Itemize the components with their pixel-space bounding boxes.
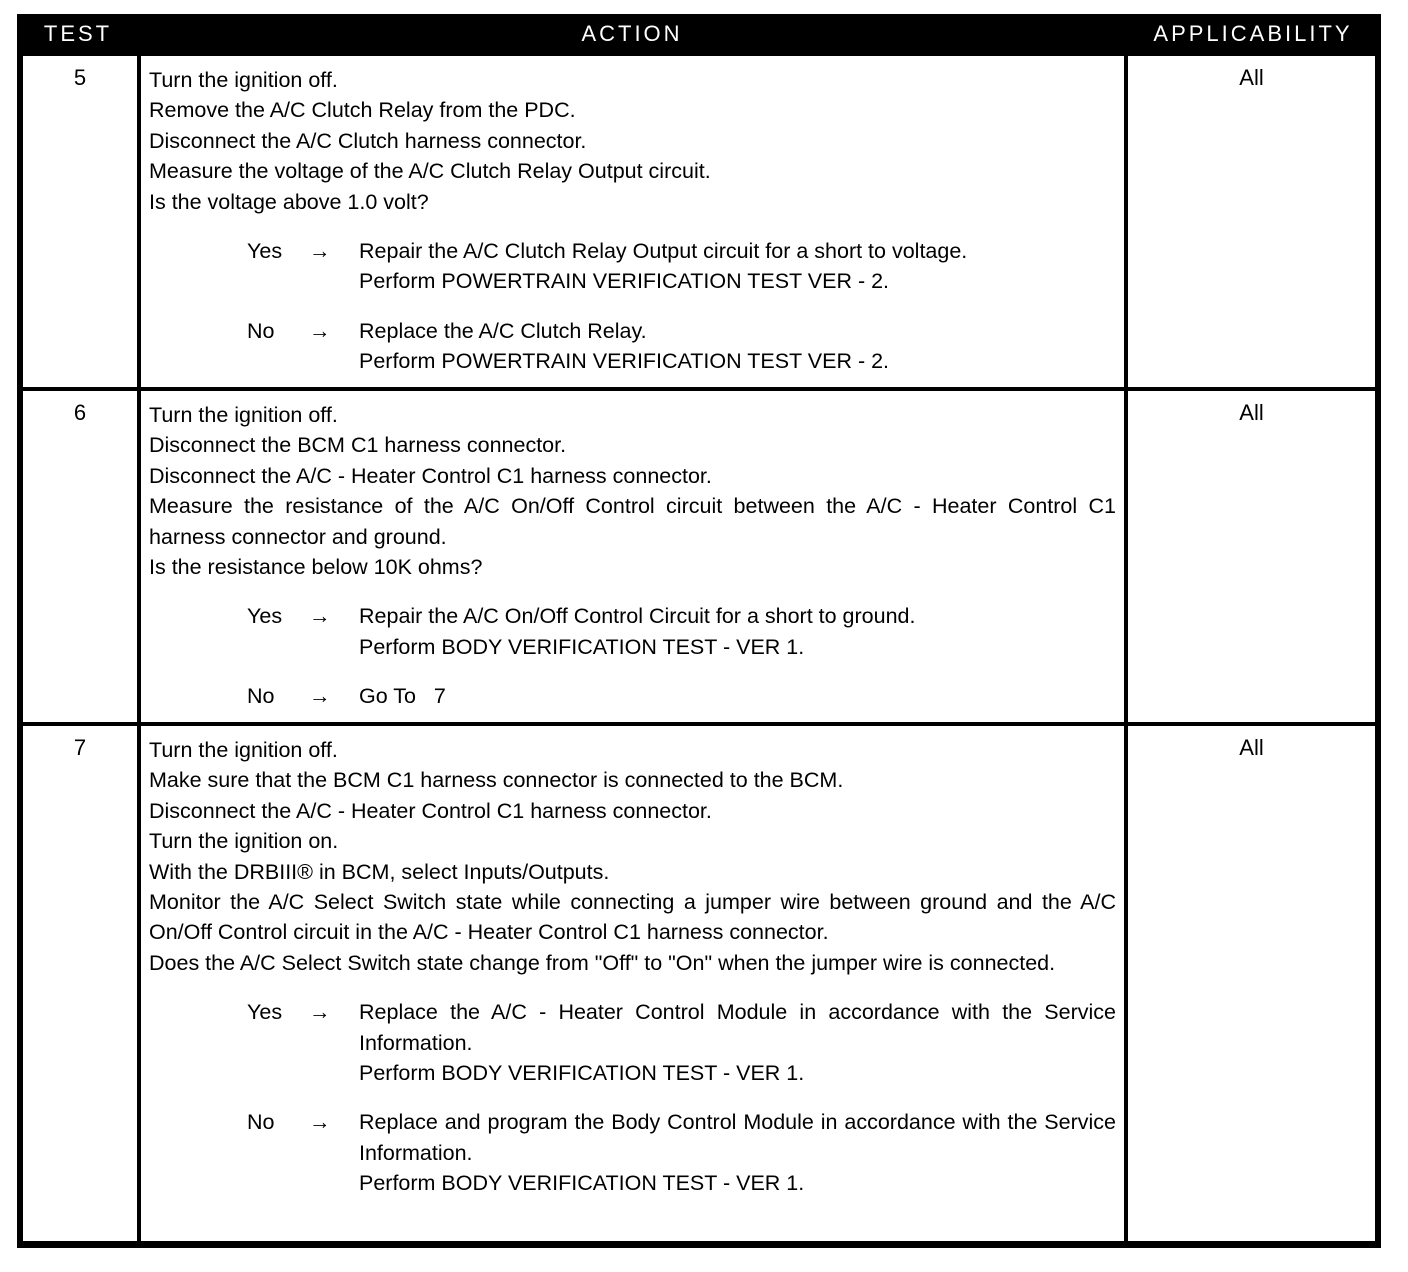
action-cell [141, 56, 1124, 387]
arrow-right-icon: → [309, 1110, 331, 1135]
arrow-right-icon: → [309, 239, 331, 264]
result-line: Go To 7 [359, 684, 446, 709]
action-step: Turn the ignition on. [149, 829, 339, 854]
applicability-cell: All [1128, 56, 1375, 387]
no-result [149, 681, 1116, 711]
arrow-right-icon: → [309, 604, 331, 629]
action-step: Disconnect the A/C Clutch harness connector. [149, 128, 587, 153]
diagnostic-table [17, 14, 1381, 1248]
action-step: Disconnect the BCM C1 harness connector. [149, 433, 567, 458]
result-line: Perform BODY VERIFICATION TEST - VER 1. [359, 1061, 805, 1086]
action-step: Monitor the A/C Select Switch state while connecting a jumper wire between ground and the A/C On/Off Control circuit in the A/C - Heater Control C1 harness connector. [149, 890, 1116, 945]
yes-label: Yes [247, 604, 283, 629]
action-step: Remove the A/C Clutch Relay from the PDC. [149, 98, 576, 123]
action-cell [141, 391, 1124, 722]
action-step: Does the A/C Select Switch state change from "Off" to "On" when the jumper wire is connected. [149, 950, 1056, 975]
header-action: ACTION [581, 21, 683, 46]
result-line: Replace and program the Body Control Module in accordance with the Service Information. [359, 1110, 1116, 1165]
no-label: No [247, 1110, 275, 1135]
result-line: Perform BODY VERIFICATION TEST - VER 1. [359, 1171, 805, 1196]
yes-result [149, 997, 1116, 1088]
action-step: Disconnect the A/C - Heater Control C1 harness connector. [149, 798, 712, 823]
result-line: Perform POWERTRAIN VERIFICATION TEST VER - 2. [359, 269, 890, 294]
action-step: Is the voltage above 1.0 volt? [149, 189, 429, 214]
action-step: Disconnect the A/C - Heater Control C1 harness connector. [149, 463, 712, 488]
action-step: Turn the ignition off. [149, 403, 338, 427]
no-label: No [247, 684, 275, 709]
yes-result [149, 601, 1116, 662]
action-step: With the DRBIII® in BCM, select Inputs/Outputs. [149, 859, 610, 884]
action-step: Turn the ignition off. [149, 738, 338, 762]
no-label: No [247, 318, 275, 343]
result-line: Repair the A/C On/Off Control Circuit for a short to ground. [359, 604, 916, 629]
no-result [149, 1107, 1116, 1198]
yes-label: Yes [247, 1000, 283, 1025]
action-step: Turn the ignition off. [149, 68, 338, 92]
applicability-cell: All [1128, 391, 1375, 722]
arrow-right-icon: → [309, 684, 331, 709]
result-line: Replace the A/C - Heater Control Module in accordance with the Service Information. [359, 1000, 1116, 1055]
header-test: TEST [43, 21, 113, 46]
action-step: Make sure that the BCM C1 harness connector is connected to the BCM. [149, 768, 844, 793]
result-line: Repair the A/C Clutch Relay Output circuit for a short to voltage. [359, 239, 968, 264]
header-applicability: APPLICABILITY [1153, 21, 1353, 46]
applicability-cell: All [1128, 726, 1375, 1241]
result-line: Replace the A/C Clutch Relay. [359, 318, 647, 343]
action-step: Is the resistance below 10K ohms? [149, 555, 483, 580]
no-result [149, 316, 1116, 377]
test-number: 5 [23, 56, 137, 387]
result-line: Perform POWERTRAIN VERIFICATION TEST VER - 2. [359, 349, 890, 374]
result-line: Perform BODY VERIFICATION TEST - VER 1. [359, 634, 805, 659]
action-cell [141, 726, 1124, 1241]
test-number: 6 [23, 391, 137, 722]
yes-label: Yes [247, 239, 283, 264]
action-step: Measure the voltage of the A/C Clutch Relay Output circuit. [149, 159, 711, 184]
yes-result [149, 236, 1116, 297]
test-number: 7 [23, 726, 137, 1241]
arrow-right-icon: → [309, 1000, 331, 1025]
arrow-right-icon: → [309, 318, 331, 343]
action-step: Measure the resistance of the A/C On/Off Control circuit between the A/C - Heater Control C1 harness connector and ground. [149, 494, 1116, 549]
